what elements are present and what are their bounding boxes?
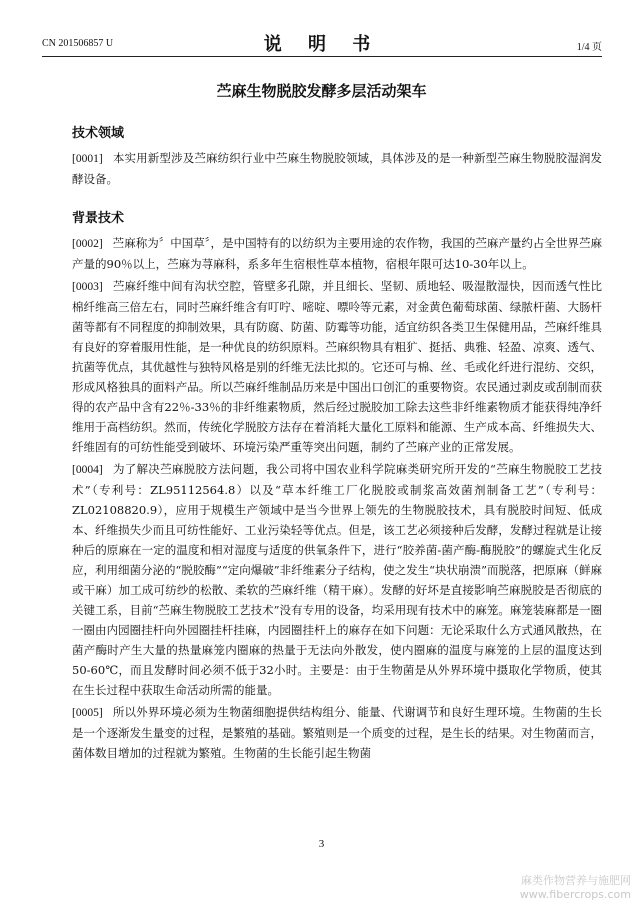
document-title: 苎麻生物脱胶发酵多层活动架车 <box>216 82 427 100</box>
section-heading-tech-field: 技术领域 <box>72 126 125 141</box>
paragraph-0001 <box>72 148 602 189</box>
paragraph-0005 <box>72 702 602 763</box>
page-info: 1/4 页 <box>576 42 602 53</box>
patent-number: CN 201506857 U <box>42 38 114 49</box>
section-heading-background: 背景技术 <box>72 211 125 226</box>
paragraph-0004 <box>72 459 602 700</box>
paragraph-number: [0005] <box>72 707 103 719</box>
watermark <box>520 874 631 902</box>
watermark-line-1: 麻类作物营养与施肥网 <box>521 874 631 887</box>
paragraph-0002 <box>72 233 602 274</box>
page-header <box>42 30 602 57</box>
document-body <box>72 120 602 765</box>
paragraph-number: [0002] <box>72 238 103 250</box>
paragraph-text: 所以外界环境必须为生物菌细胞提供结构组分、能量、代谢调节和良好生理环境。生物菌的生长是一个逐渐发生量变的过程，是繁殖的基础。繁殖则是一个质变的过程，是生长的结果。对生物菌而言，菌体数目增加的过程就为繁殖。生物菌的生长能引起生物菌 <box>72 705 602 760</box>
paragraph-number: [0003] <box>72 281 103 293</box>
paragraph-text: 为了解决苎麻脱胶方法问题，我公司将中国农业科学院麻类研究所开发的“苎麻生物脱胶工艺技术”（专利号：ZL95112564.8）以及“草本纤维工厂化脱胶或制浆高效菌剂制备工艺”（专利号：ZL02108820.9），应用于规模生产领域中是当今世界上领先的生物脱胶技术，具有脱胶时间短、低成本、纤维损失少而且可纺性能好、工业污染轻等优点。但是，该工艺必须接种后发酵，发酵过程就是让接种后的原麻在一定的温度和相对湿度与适度的供氧条件下，进行“胶养菌-菌产酶-酶脱胶”的螺旋式生化反应，利用细菌分泌的“脱胶酶”“定向爆破”非纤维素分子结构，使之发生“块状崩溃”而脱落，把原麻（鲜麻或干麻）加工成可纺纱的松散、柔软的苎麻纤维（精干麻）。发酵的好坏是直接影响苎麻脱胶是否彻底的关键工系，目前“苎麻生物脱胶工艺技术”没有专用的设备，均采用现有技术中的麻笼。麻笼装麻都是一圈一圈由内园圈挂杆向外园圈挂杆挂麻，内园圈挂杆上的麻存在如下问题：无论采取什么方式通风散热，在菌产酶时产生大量的热量麻笼内圈麻的热量于无法向外散发，使内圈麻的温度与麻笼的上层的温度达到50-60℃，而且发酵时间必须不低于32小时。主要是：由于生物菌是从外界环境中摄取化学物质，使其在生长过程中获取生命活动所需的能量。 <box>72 462 602 697</box>
paragraph-number: [0004] <box>72 464 103 476</box>
paragraph-text: 苎麻纤维中间有沟状空腔，管壁多孔隙，并且细长、坚韧、质地轻、吸湿散湿快，因而透气性比棉纤维高三倍左右，同时苎麻纤维含有叮咛、嘧啶、嘌呤等元素，对金黄色葡萄球菌、绿脓杆菌、大肠杆菌等都有不同程度的抑制效果，具有防腐、防菌、防霉等功能，适宜纺织各类卫生保健用品，苎麻纤维具有良好的穿着服用性能，是一种优良的纺织原料。苎麻织物具有粗犷、挺括、典雅、轻盈、凉爽、透气、抗菌等优点，其优越性与独特风格是别的纤维无法比拟的。它还可与棉、丝、毛或化纤进行混纺、交织，形成风格独具的面料产品。所以苎麻纤维制品历来是中国出口创汇的重要物资。农民通过剥皮或刮制而获得的农产品中含有22％-33％的非纤维素物质，然后经过脱胶加工除去这些非纤维素物质才能获得纯净纤维用于高档纺织。然而，传统化学脱胶方法存在着消耗大量化工原料和能源、生产成本高、纤维损失大、纤维固有的可纺性能受到破坏、环境污染严重等突出问题，制约了苎麻产业的正常发展。 <box>72 279 602 454</box>
paragraph-number: [0001] <box>72 153 103 165</box>
paragraph-text: 本实用新型涉及苎麻纺织行业中苎麻生物脱胶领域，具体涉及的是一种新型苎麻生物脱胶湿润发酵设备。 <box>72 151 602 186</box>
paragraph-text: 苎麻称为〞中国草〞，是中国特有的以纺织为主要用途的农作物，我国的苎麻产量约占全世界苎麻产量的90％以上，苎麻为荨麻科，系多年生宿根性草本植物，宿根年限可达10-30年以上。 <box>72 236 602 271</box>
page-number: 3 <box>318 838 325 850</box>
document-type: 说 明 书 <box>263 34 381 55</box>
watermark-line-2: www.fibercrops.com <box>519 888 631 901</box>
paragraph-0003 <box>72 276 602 457</box>
